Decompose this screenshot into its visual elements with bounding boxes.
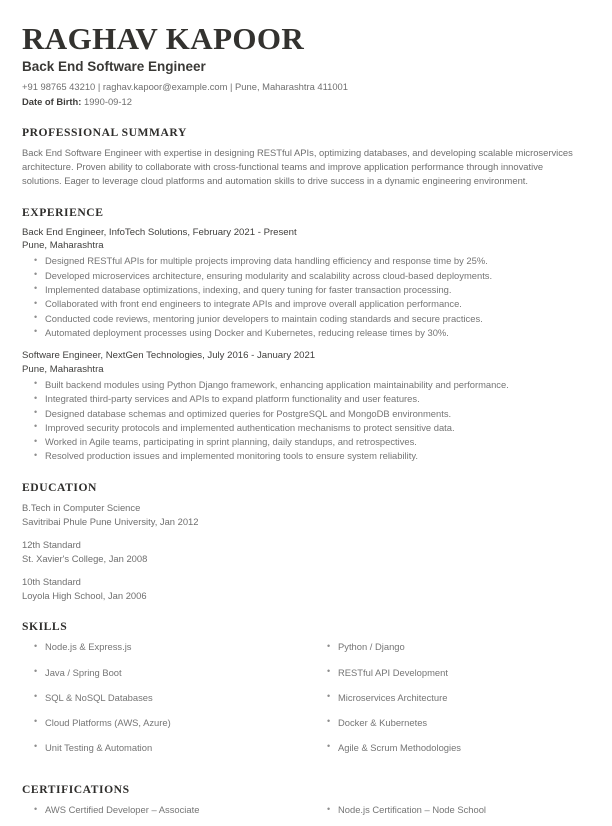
certifications-column-left bbox=[22, 803, 301, 826]
skills-list-right bbox=[315, 640, 580, 754]
skill-item: • SQL & NoSQL Databases bbox=[22, 691, 301, 705]
experience-entry bbox=[22, 226, 580, 341]
experience-location: Pune, Maharashtra bbox=[22, 364, 104, 376]
education-entry bbox=[22, 501, 580, 529]
professional-summary-text: Back End Software Engineer with expertise in designing RESTful APIs, optimizing databases, and developing scalable microservices architecture. Proven ability to collaborate with cross-functional teams and improve application performance through innovative solutions. Eager to leverage cloud platforms and automation skills to drive success in a dynamic engineering environment. bbox=[22, 146, 573, 187]
experience-location: Pune, Maharashtra bbox=[22, 240, 104, 252]
experience-bullet: • Worked in Agile teams, participating in sprint planning, daily standups, and retrospectives. bbox=[22, 435, 580, 449]
skills-column-right bbox=[301, 640, 580, 766]
experience-heading: Back End Engineer, InfoTech Solutions, February 2021 - Present bbox=[22, 226, 297, 238]
skill-item: • Java / Spring Boot bbox=[22, 666, 301, 680]
section-title-certifications: CERTIFICATIONS bbox=[22, 783, 130, 796]
certification-item: • AWS Certified Developer – Associate bbox=[22, 803, 301, 817]
experience-heading: Software Engineer, NextGen Technologies, July 2016 - January 2021 bbox=[22, 350, 316, 362]
section-title-experience: EXPERIENCE bbox=[22, 205, 104, 219]
section-experience bbox=[22, 206, 580, 464]
date-of-birth-label: Date of Birth: bbox=[22, 95, 82, 107]
education-school: Savitribai Phule Pune University, Jan 2012 bbox=[22, 515, 199, 527]
experience-bullet: • Collaborated with front end engineers to integrate APIs and improve overall application performance. bbox=[22, 297, 580, 311]
section-professional-summary bbox=[22, 126, 580, 189]
experience-entry bbox=[22, 349, 580, 464]
education-degree: 10th Standard bbox=[22, 576, 81, 588]
education-degree: B.Tech in Computer Science bbox=[22, 501, 141, 513]
skill-item: • Docker & Kubernetes bbox=[315, 716, 580, 730]
section-certifications bbox=[22, 783, 580, 826]
skills-list-left bbox=[22, 640, 301, 754]
section-title-professional-summary: PROFESSIONAL SUMMARY bbox=[22, 125, 187, 139]
certifications-list-right bbox=[315, 803, 580, 817]
experience-bullet: • Integrated third-party services and APIs to expand platform functionality and user features. bbox=[22, 392, 580, 406]
date-of-birth-line bbox=[22, 95, 580, 109]
experience-bullet: • Improved security protocols and implemented authentication mechanisms to protect sensitive data. bbox=[22, 421, 580, 435]
section-skills bbox=[22, 620, 580, 766]
skills-column-left bbox=[22, 640, 301, 766]
skill-item: • Node.js & Express.js bbox=[22, 640, 301, 654]
education-school: St. Xavier's College, Jan 2008 bbox=[22, 553, 148, 565]
candidate-name: RAGHAV KAPOOR bbox=[22, 21, 305, 56]
education-school: Loyola High School, Jan 2006 bbox=[22, 590, 147, 602]
certifications-column-right bbox=[301, 803, 580, 826]
date-of-birth-value: 1990-09-12 bbox=[83, 95, 132, 107]
skill-item: • Agile & Scrum Methodologies bbox=[315, 741, 580, 755]
section-title-education: EDUCATION bbox=[22, 480, 97, 494]
section-education bbox=[22, 481, 580, 604]
experience-bullet-list bbox=[22, 254, 580, 340]
skills-columns bbox=[22, 640, 580, 766]
education-entry bbox=[22, 538, 580, 566]
skill-item: • Microservices Architecture bbox=[315, 691, 580, 705]
experience-bullet-list bbox=[22, 378, 580, 464]
contact-line: +91 98765 43210 | raghav.kapoor@example.com | Pune, Maharashtra 411001 bbox=[22, 80, 348, 92]
skill-item: • Cloud Platforms (AWS, Azure) bbox=[22, 716, 301, 730]
certification-item: • Node.js Certification – Node School bbox=[315, 803, 580, 817]
experience-bullet: • Built backend modules using Python Django framework, enhancing application maintainability and performance. bbox=[22, 378, 580, 392]
section-title-skills: SKILLS bbox=[22, 620, 68, 634]
certifications-columns bbox=[22, 803, 580, 826]
skill-item: • RESTful API Development bbox=[315, 666, 580, 680]
experience-bullet: • Designed database schemas and optimized queries for PostgreSQL and MongoDB environments. bbox=[22, 407, 580, 421]
experience-bullet: • Conducted code reviews, mentoring junior developers to maintain coding standards and secure practices. bbox=[22, 312, 580, 326]
experience-bullet: • Developed microservices architecture, ensuring modularity and scalability across cloud-based deployments. bbox=[22, 269, 580, 283]
experience-bullet: • Implemented database optimizations, indexing, and query tuning for faster transaction processing. bbox=[22, 283, 580, 297]
experience-bullet: • Resolved production issues and implemented monitoring tools to ensure system reliability. bbox=[22, 449, 580, 463]
candidate-job-title: Back End Software Engineer bbox=[22, 58, 206, 74]
certifications-list-left bbox=[22, 803, 301, 817]
education-entry bbox=[22, 575, 580, 603]
experience-bullet: • Designed RESTful APIs for multiple projects improving data handling efficiency and response time by 25%. bbox=[22, 254, 580, 268]
skill-item: • Python / Django bbox=[315, 640, 580, 654]
experience-bullet: • Automated deployment processes using Docker and Kubernetes, reducing release times by 30%. bbox=[22, 326, 580, 340]
education-degree: 12th Standard bbox=[22, 538, 81, 550]
resume-header bbox=[22, 22, 580, 109]
skill-item: • Unit Testing & Automation bbox=[22, 741, 301, 755]
